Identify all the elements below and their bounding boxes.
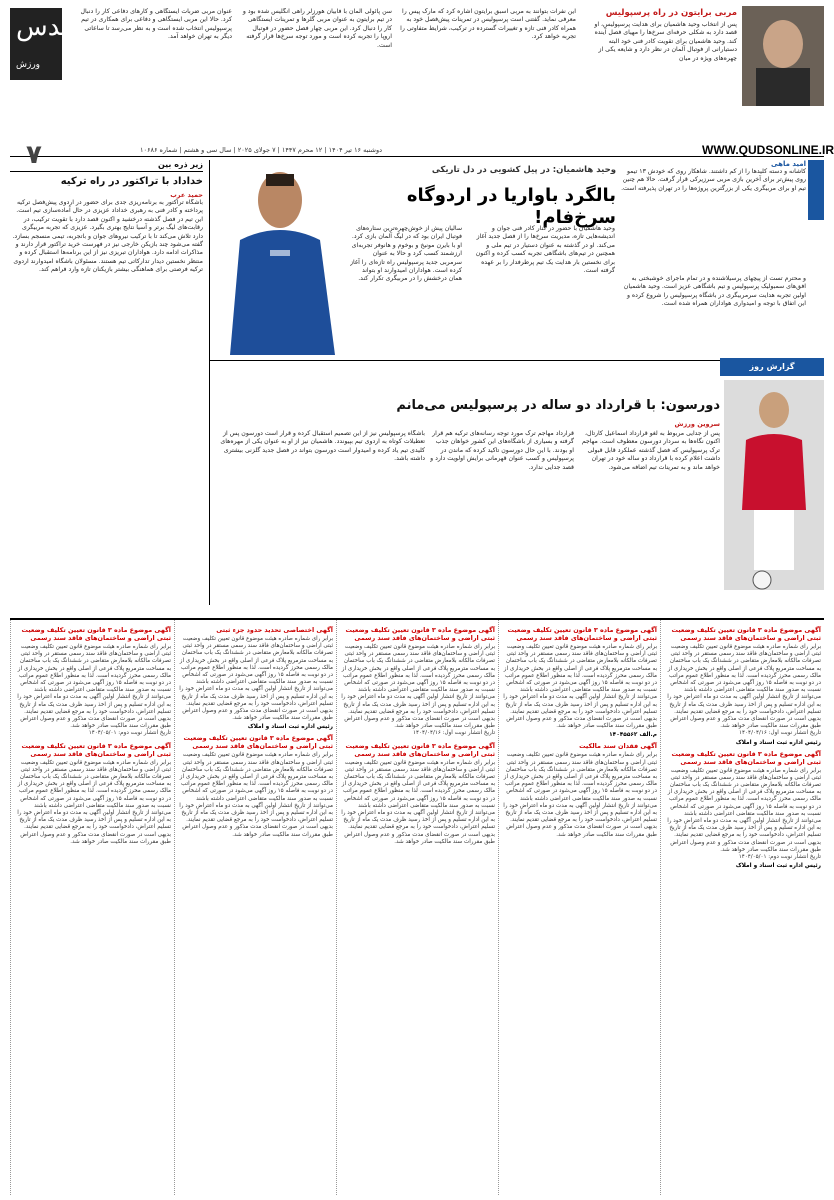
ad-title: آگهی اختصاصی تحدید حدود جزء ثبتی [216,626,333,634]
ad-signature: رئیس اداره ثبت اسناد و املاک [247,724,333,731]
ad-column-3 [336,620,498,1195]
top-col-1: این نفرات بتوانند به مربی اسبق برایتون اشاره کرد که مارک پیس را معرفی نماید. گفتنی است پرسپولیس در تمرینات پیش‌فصل خود به همراه کادر فنی تازه و تغییرات گسترده در ترکیب، شرایط متفاوتی را تجربه خواهد کرد. [400,8,576,41]
ad-signature: رئیس اداره ثبت اسناد و املاک [735,863,821,870]
report-byline: سروین ورزش [674,420,720,428]
report-col-3: باشگاه پرسپولیس نیز از این تصمیم استقبال کرده و قرار است دورسون پس از تعطیلات کوتاه به اردوی تیم بپیوندد. هاشمیان نیز از او به عنوان یکی از مهره‌های کلیدی تیم یاد کرده و امیدوار است دورسون بتواند در فصل جدید گلزنی بیشتری داشته باشد. [220,430,425,463]
ad-title: آگهی موضوع ماده ۳ قانون تعیین تکلیف وضعیت ثبتی اراضی و ساختمان‌های فاقد سند رسمی [507,626,657,642]
ad-title: آگهی موضوع ماده ۳ قانون تعیین تکلیف وضعیت ثبتی اراضی و ساختمان‌های فاقد سند رسمی [671,749,821,766]
ad-date: تاریخ انتشار نوبت دوم: ۱۴۰۴/۰۵/۰۱ [738,854,821,861]
feature-accent-bar [808,160,824,220]
ad-title: آگهی فقدان سند مالکیت [579,742,657,751]
report-photo [724,380,824,590]
feature-intro: کاشانه و دسته کلیدها را از کم داشتند. شاهکار روی که خودش ۱۳ تیمو روی پیش‌تر برای آخرین بازی مربی سرزیرکی قرار گرفت. حالا هم چنین تیم او برای مربیگری یکی از بزرگترین پروژه‌ها را در تهران پذیرفته است. [621,168,806,192]
ad-date: تاریخ انتشار نوبت اول: ۱۴۰۴/۰۴/۱۶ [739,730,821,737]
report-label: گزارش روز [749,362,795,371]
ad-body: برابر رای شماره صادره هیئت موضوع قانون تعیین تکلیف وضعیت ثبتی اراضی و ساختمان‌های فاقد سند رسمی مستقر در واحد ثبتی تصرفات مالکانه بلامعارض متقاضی در ششدانگ یک باب ساختمان به مساحت مترمربع پلاک فرعی از اصلی واقع در بخش خریداری از مالک رسمی محرز گردیده است. لذا به منظور اطلاع عموم مراتب در دو نوبت به فاصله ۱۵ روز آگهی می‌شود در صورتی که اشخاص نسبت به صدور سند مالکیت متقاضی اعتراضی داشته باشند می‌توانند از تاریخ انتشار اولین آگهی به مدت دو ماه اعتراض خود را به این اداره تسلیم و پس از اخذ رسید ظرف مدت یک ماه از تاریخ تسلیم اعتراض، دادخواست خود را به مرجع قضایی تقدیم نمایند. بدیهی است در صورت انقضای مدت مذکور و عدم وصول اعتراض طبق مقررات سند مالکیت صادر خواهد شد. [179,636,333,722]
ad-body: برابر رای شماره صادره هیئت موضوع قانون تعیین تکلیف وضعیت ثبتی اراضی و ساختمان‌های فاقد سند رسمی مستقر در واحد ثبتی تصرفات مالکانه بلامعارض متقاضی در ششدانگ یک باب ساختمان به مساحت مترمربع پلاک فرعی از اصلی واقع در بخش خریداری از مالک رسمی محرز گردیده است. لذا به منظور اطلاع عموم مراتب در دو نوبت به فاصله ۱۵ روز آگهی می‌شود در صورتی که اشخاص نسبت به صدور سند مالکیت متقاضی اعتراضی داشته باشند می‌توانند از تاریخ انتشار اولین آگهی به مدت دو ماه اعتراض خود را به این اداره تسلیم و پس از اخذ رسید ظرف مدت یک ماه از تاریخ تسلیم اعتراض، دادخواست خود را به مرجع قضایی تقدیم نمایند. بدیهی است در صورت انقضای مدت مذکور و عدم وصول اعتراض طبق مقررات سند مالکیت صادر خواهد شد. [17,759,171,845]
sidebar-kicker: زیر ذره بین [10,160,203,172]
feature-kicker: وحید هاشمیان: در پیل کشویی در دل تاریکی [431,165,616,175]
ad-title: آگهی موضوع ماده ۳ قانون تعیین تکلیف وضعیت ثبتی اراضی و ساختمان‌های فاقد سند رسمی [345,741,495,758]
ad-column-2 [498,620,660,1195]
ad-signature: رئیس اداره ثبت اسناد و املاک [735,739,821,746]
classified-ads-section [10,618,824,1195]
ad-title: آگهی موضوع ماده ۳ قانون تعیین تکلیف وضعیت ثبتی اراضی و ساختمان‌های فاقد سند رسمی [345,626,495,642]
ad-body: برابر رای شماره صادره هیئت موضوع قانون تعیین تکلیف وضعیت ثبتی اراضی و ساختمان‌های فاقد سند رسمی مستقر در واحد ثبتی تصرفات مالکانه بلامعارض متقاضی در ششدانگ یک باب ساختمان به مساحت مترمربع پلاک فرعی از اصلی واقع در بخش خریداری از مالک رسمی محرز گردیده است. لذا به منظور اطلاع عموم مراتب در دو نوبت به فاصله ۱۵ روز آگهی می‌شود در صورتی که اشخاص نسبت به صدور سند مالکیت متقاضی اعتراضی داشته باشند می‌توانند از تاریخ انتشار اولین آگهی به مدت دو ماه اعتراض خود را به این اداره تسلیم و پس از اخذ رسید ظرف مدت یک ماه از تاریخ تسلیم اعتراض، دادخواست خود را به مرجع قضایی تقدیم نمایند. بدیهی است در صورت انقضای مدت مذکور و عدم وصول اعتراض طبق مقررات سند مالکیت صادر خواهد شد. [341,759,495,845]
player-dursun-image [724,380,824,590]
report-label-box [720,358,824,376]
ad-code: م.الف ۱۴۰۴۵۵۶۲ [609,732,657,739]
ad-column-1 [660,620,824,1195]
top-story-photo [742,6,824,106]
feature-col-3: سالیان پیش از خوش‌چهره‌ترین ستاره‌های فوتبال ایران بود که در لیگ آلمان بازی کرد. او با بایرن مونیخ و بوخوم و هانوفر تجربه‌ای ارزشمند کسب کرد و حالا به عنوان سرمربی جدید پرسپولیس راه تازه‌ای را آغاز کرده است. هواداران امیدوارند او بتواند همان درخشش را در مربیگری تکرار کند. [350,225,462,283]
sidebar-headline: خداداد با تراکتور در راه ترکیه [60,176,203,187]
ad-body: برابر رای شماره صادره هیئت موضوع قانون تعیین تکلیف وضعیت ثبتی اراضی و ساختمان‌های فاقد سند رسمی مستقر در واحد ثبتی تصرفات مالکانه بلامعارض متقاضی در ششدانگ یک باب ساختمان به مساحت مترمربع پلاک فرعی از اصلی واقع در بخش خریداری از مالک رسمی محرز گردیده است. لذا به منظور اطلاع عموم مراتب در دو نوبت به فاصله ۱۵ روز آگهی می‌شود در صورتی که اشخاص نسبت به صدور سند مالکیت متقاضی اعتراضی داشته باشند می‌توانند از تاریخ انتشار اولین آگهی به مدت دو ماه اعتراض خود را به این اداره تسلیم و پس از اخذ رسید ظرف مدت یک ماه از تاریخ تسلیم اعتراض، دادخواست خود را به مرجع قضایی تقدیم نمایند. بدیهی است در صورت انقضای مدت مذکور و عدم وصول اعتراض طبق مقررات سند مالکیت صادر خواهد شد. [503,752,657,838]
dateline: دوشنبه ۱۶ تیر ۱۴۰۴ | ۱۲ محرم ۱۴۴۷ | ۷ جولای ۲۰۲۵ | سال سی و هشتم | شماره ۱۰۶۸۶ [140,146,383,154]
feature-headline: بالگرد باواریا در اردوگاه سرخ‌فام! [406,185,616,228]
ad-body: برابر رای شماره صادره هیئت موضوع قانون تعیین تکلیف وضعیت ثبتی اراضی و ساختمان‌های فاقد سند رسمی مستقر در واحد ثبتی تصرفات مالکانه بلامعارض متقاضی در ششدانگ یک باب ساختمان به مساحت مترمربع پلاک فرعی از اصلی واقع در بخش خریداری از مالک رسمی محرز گردیده است. لذا به منظور اطلاع عموم مراتب در دو نوبت به فاصله ۱۵ روز آگهی می‌شود در صورتی که اشخاص نسبت به صدور سند مالکیت متقاضی اعتراضی داشته باشند می‌توانند از تاریخ انتشار اولین آگهی به مدت دو ماه اعتراض خود را به این اداره تسلیم و پس از اخذ رسید ظرف مدت یک ماه از تاریخ تسلیم اعتراض، دادخواست خود را به مرجع قضایی تقدیم نمایند. بدیهی است در صورت انقضای مدت مذکور و عدم وصول اعتراض طبق مقررات سند مالکیت صادر خواهد شد. [179,752,333,838]
top-col-3: عنوان مربی ضربات ایستگاهی و کارهای دفاعی کار را دنبال کرد. حالا این مربی ایستگاهی و دفاعی برای همکاری در تیم پرسپولیس انتخاب شده است و به نظر می‌رسد تا ساعاتی دیگر به تهران خواهد آمد. [80,8,232,41]
ad-body: برابر رای شماره صادره هیئت موضوع قانون تعیین تکلیف وضعیت ثبتی اراضی و ساختمان‌های فاقد سند رسمی مستقر در واحد ثبتی تصرفات مالکانه بلامعارض متقاضی در ششدانگ یک باب ساختمان به مساحت مترمربع پلاک فرعی از اصلی واقع در بخش خریداری از مالک رسمی محرز گردیده است. لذا به منظور اطلاع عموم مراتب در دو نوبت به فاصله ۱۵ روز آگهی می‌شود در صورتی که اشخاص نسبت به صدور سند مالکیت متقاضی اعتراضی داشته باشند می‌توانند از تاریخ انتشار اولین آگهی به مدت دو ماه اعتراض خود را به این اداره تسلیم و پس از اخذ رسید ظرف مدت یک ماه از تاریخ تسلیم اعتراض، دادخواست خود را به مرجع قضایی تقدیم نمایند. بدیهی است در صورت انقضای مدت مذکور و عدم وصول اعتراض طبق مقررات سند مالکیت صادر خواهد شد. [667,767,821,853]
top-col-2: سن پائولی آلمان با فابیان هورزلر راهی انگلیس شده بود و در تیم برایتون به عنوان مربی گلرها و تمرینات ایستگاهی کار را دنبال کرد. این مربی چهار فصل حضور در فوتبال اروپا را تجربه کرده است و مورد توجه سرخ‌ها قرار گرفته است. [242,8,392,49]
ad-column-4 [174,620,336,1195]
site-url[interactable]: WWW.QUDSONLINE.IR [702,143,834,157]
newspaper-logo [10,8,74,80]
top-story-body: پس از انتخاب وحید هاشمیان برای هدایت پرسپولیس، او قصد دارد به شکلی حرفه‌ای سرخ‌ها را مهیای فصل آینده کند. وحید هاشمیان برای تقویت کادر فنی خود البته دستیارانی از فوتبال آلمان در نظر دارد و شایعه یکی از چهره‌های ویژه در میان [594,21,737,62]
feature-col-1: وحید هاشمیان با حضور در کنار کادر فنی جوان و اندیشه‌هایی تازه، مدیریت سرخ‌ها را از فصل جدید آغاز می‌کند. او در گذشته به عنوان دستیار در تیم ملی و همچنین در تیم‌های باشگاهی تجربه کسب کرده و اکنون برای نخستین بار هدایت یک تیم پرطرفدار را بر عهده گرفته است. [475,225,615,275]
feature-byline: امید ماهی [771,160,806,168]
ad-title: آگهی موضوع ماده ۳ قانون تعیین تکلیف وضعیت ثبتی اراضی و ساختمان‌های فاقد سند رسمی [21,741,171,758]
ad-title: آگهی موضوع ماده ۳ قانون تعیین تکلیف وضعیت ثبتی اراضی و ساختمان‌های فاقد سند رسمی [671,626,821,642]
page-number: ۷ [26,140,42,170]
coach-portrait-image [742,6,824,106]
ad-date: تاریخ انتشار نوبت دوم: ۱۴۰۴/۰۵/۰۱ [88,730,171,737]
feature-photo [210,160,350,355]
ad-body: برابر رای شماره صادره هیئت موضوع قانون تعیین تکلیف وضعیت ثبتی اراضی و ساختمان‌های فاقد سند رسمی مستقر در واحد ثبتی تصرفات مالکانه بلامعارض متقاضی در ششدانگ یک باب ساختمان به مساحت مترمربع پلاک فرعی از اصلی واقع در بخش خریداری از مالک رسمی محرز گردیده است. لذا به منظور اطلاع عموم مراتب در دو نوبت به فاصله ۱۵ روز آگهی می‌شود در صورتی که اشخاص نسبت به صدور سند مالکیت متقاضی اعتراضی داشته باشند می‌توانند از تاریخ انتشار اولین آگهی به مدت دو ماه اعتراض خود را به این اداره تسلیم و پس از اخذ رسید ظرف مدت یک ماه از تاریخ تسلیم اعتراض، دادخواست خود را به مرجع قضایی تقدیم نمایند. بدیهی است در صورت انقضای مدت مذکور و عدم وصول اعتراض طبق مقررات سند مالکیت صادر خواهد شد. [341,644,495,730]
logo-text: قدس [16,12,74,42]
ad-title: آگهی موضوع ماده ۳ قانون تعیین تکلیف وضعیت ثبتی اراضی و ساختمان‌های فاقد سند رسمی [183,734,333,751]
report-col-2: قرارداد مهاجم ترک مورد توجه رسانه‌های ترکیه هم قرار گرفته و بسیاری از باشگاه‌های این کشور خواهان جذب او بودند. با این حال دورسون تاکید کرده که ماندن در پرسپولیس و کسب عنوان قهرمانی برایش اولویت دارد و قصد جدایی ندارد. [430,430,574,471]
top-story-headline: مربی برایتون در راه پرسپولیس [605,8,737,18]
report-col-1: پس از جدایی مربوط به لغو قرارداد اسماعیل کارتال، اکنون نگاه‌ها به سردار دورسون معطوف است. مهاجم ترک پرسپولیس که فصل گذشته عملکرد قابل قبولی داشت اعلام کرده با قرارداد دو ساله خود در تهران خواهد ماند و به تمرینات تیم اضافه می‌شود. [581,430,720,471]
sidebar-body: باشگاه تراکتور به برنامه‌ریزی جدی برای حضور در اردوی پیش‌فصل ترکیه پرداخته و کادر فنی به رهبری خداداد عزیزی در حال آماده‌سازی تیم است. این تیم در فصل گذشته درخشید و اکنون قصد دارد با تقویت ترکیب، در رقابت‌های لیگ برتر و آسیا نتایج بهتری بگیرد. عزیزی که تجربه مربیگری دارد تلاش می‌کند تا با ترکیب نیروهای جوان و باتجربه، تیمی منسجم بسازد. گفته می‌شود چند بازیکن خارجی نیز در فهرست خرید تراکتور قرار دارند و مذاکرات ادامه دارد. هواداران تبریزی نیز از این برنامه‌ها استقبال کرده و منتظر نخستین دیدار تدارکاتی تیم هستند. مسئولان باشگاه امیدوارند اردوی ترکیه فرصتی برای هماهنگی بیشتر بازیکنان تازه وارد فراهم کند. [12,199,203,274]
ad-body: برابر رای شماره صادره هیئت موضوع قانون تعیین تکلیف وضعیت ثبتی اراضی و ساختمان‌های فاقد سند رسمی مستقر در واحد ثبتی تصرفات مالکانه بلامعارض متقاضی در ششدانگ یک باب ساختمان به مساحت مترمربع پلاک فرعی از اصلی واقع در بخش خریداری از مالک رسمی محرز گردیده است. لذا به منظور اطلاع عموم مراتب در دو نوبت به فاصله ۱۵ روز آگهی می‌شود در صورتی که اشخاص نسبت به صدور سند مالکیت متقاضی اعتراضی داشته باشند می‌توانند از تاریخ انتشار اولین آگهی به مدت دو ماه اعتراض خود را به این اداره تسلیم و پس از اخذ رسید ظرف مدت یک ماه از تاریخ تسلیم اعتراض، دادخواست خود را به مرجع قضایی تقدیم نمایند. بدیهی است در صورت انقضای مدت مذکور و عدم وصول اعتراض طبق مقررات سند مالکیت صادر خواهد شد. [667,644,821,730]
ad-body: برابر رای شماره صادره هیئت موضوع قانون تعیین تکلیف وضعیت ثبتی اراضی و ساختمان‌های فاقد سند رسمی مستقر در واحد ثبتی تصرفات مالکانه بلامعارض متقاضی در ششدانگ یک باب ساختمان به مساحت مترمربع پلاک فرعی از اصلی واقع در بخش خریداری از مالک رسمی محرز گردیده است. لذا به منظور اطلاع عموم مراتب در دو نوبت به فاصله ۱۵ روز آگهی می‌شود در صورتی که اشخاص نسبت به صدور سند مالکیت متقاضی اعتراضی داشته باشند می‌توانند از تاریخ انتشار اولین آگهی به مدت دو ماه اعتراض خود را به این اداره تسلیم و پس از اخذ رسید ظرف مدت یک ماه از تاریخ تسلیم اعتراض، دادخواست خود را به مرجع قضایی تقدیم نمایند. بدیهی است در صورت انقضای مدت مذکور و عدم وصول اعتراض طبق مقررات سند مالکیت صادر خواهد شد. [17,644,171,730]
section-label: ورزش [16,60,41,70]
ad-title: آگهی موضوع ماده ۳ قانون تعیین تکلیف وضعیت ثبتی اراضی و ساختمان‌های فاقد سند رسمی [21,626,171,642]
ad-body: برابر رای شماره صادره هیئت موضوع قانون تعیین تکلیف وضعیت ثبتی اراضی و ساختمان‌های فاقد سند رسمی مستقر در واحد ثبتی تصرفات مالکانه بلامعارض متقاضی در ششدانگ یک باب ساختمان به مساحت مترمربع پلاک فرعی از اصلی واقع در بخش خریداری از مالک رسمی محرز گردیده است. لذا به منظور اطلاع عموم مراتب در دو نوبت به فاصله ۱۵ روز آگهی می‌شود در صورتی که اشخاص نسبت به صدور سند مالکیت متقاضی اعتراضی داشته باشند می‌توانند از تاریخ انتشار اولین آگهی به مدت دو ماه اعتراض خود را به این اداره تسلیم و پس از اخذ رسید ظرف مدت یک ماه از تاریخ تسلیم اعتراض، دادخواست خود را به مرجع قضایی تقدیم نمایند. بدیهی است در صورت انقضای مدت مذکور و عدم وصول اعتراض طبق مقررات سند مالکیت صادر خواهد شد. [503,644,657,730]
ad-date: تاریخ انتشار نوبت اول: ۱۴۰۴/۰۴/۱۶ [413,730,495,737]
report-headline: دورسون: با قرارداد دو ساله در پرسپولیس می‌مانم [396,398,720,413]
coach-hashemian-image [210,160,350,355]
sidebar-byline: حمید عرب [170,191,203,199]
feature-col-2: و محترم تست از پیچهای پرسیلاشنده و در تمام ماجرای خوشبختی به افق‌های سمبولیک پرسپولیس و تیم باشگاهی عزیز است. وحید هاشمیان اولین تجربه هدایت سرمربیگری در باشگاه پرسپولیس را شروع کرده و این اتفاق با توجه و امیدواری هواداران همراه شده است. [623,275,806,308]
ad-column-5 [10,620,174,1195]
